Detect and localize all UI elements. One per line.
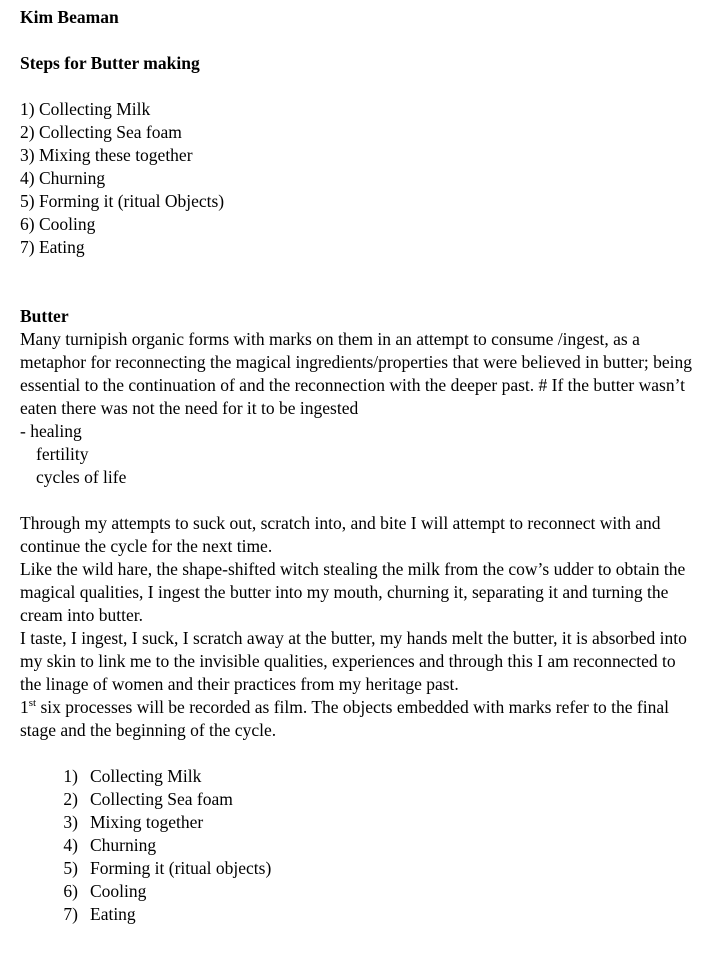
properties-list-item: - healing	[20, 421, 82, 441]
steps-list-item: 4) Churning	[20, 168, 106, 188]
properties-list-item: cycles of life	[36, 467, 127, 487]
process-number: 2)	[63, 789, 78, 809]
spacer	[20, 742, 700, 765]
steps-list-item: 1) Collecting Milk	[20, 99, 151, 119]
spacer	[20, 29, 700, 52]
steps-list-item: 3) Mixing these together	[20, 145, 193, 165]
process-label: Forming it (ritual objects)	[90, 858, 272, 878]
process-number: 6)	[63, 881, 78, 901]
spacer	[20, 75, 700, 98]
author-name: Kim Beaman	[20, 7, 119, 27]
process-number: 5)	[63, 858, 78, 878]
document-page	[20, 6, 700, 926]
process-label: Mixing together	[90, 812, 204, 832]
process-label: Collecting Sea foam	[90, 789, 233, 809]
processes-list-item	[20, 811, 700, 834]
spacer	[20, 259, 700, 305]
process-label: Churning	[90, 835, 157, 855]
film-note-ordinal: 1	[20, 697, 29, 717]
steps-list-item: 6) Cooling	[20, 214, 96, 234]
steps-list-item: 2) Collecting Sea foam	[20, 122, 182, 142]
processes-list-item	[20, 765, 700, 788]
steps-list-item: 5) Forming it (ritual Objects)	[20, 191, 225, 211]
process-number: 1)	[63, 766, 78, 786]
attempts-paragraph: Through my attempts to suck out, scratch into, and bite I will attempt to reconnect with and continue the cycle for the next time.	[20, 513, 661, 556]
butter-paragraph: Many turnipish organic forms with marks on them in an attempt to consume /ingest, as a metaphor for reconnecting the magical ingredients/properties that were believed in butter; being essential to the continuation of and the reconnection with the deeper past. # If the butter wasn’t eaten there was not the need for it to be ingested	[20, 329, 693, 418]
steps-list	[20, 98, 700, 259]
processes-list-item	[20, 834, 700, 857]
taste-paragraph: I taste, I ingest, I suck, I scratch away at the butter, my hands melt the butter, it is absorbed into my skin to link me to the invisible qualities, experiences and through this I am reconnected to the linage of women and their practices from my heritage past.	[20, 628, 687, 694]
process-label: Collecting Milk	[90, 766, 202, 786]
process-label: Cooling	[90, 881, 147, 901]
process-number: 4)	[63, 835, 78, 855]
processes-list-item	[20, 880, 700, 903]
hare-paragraph: Like the wild hare, the shape-shifted witch stealing the milk from the cow’s udder to obtain the magical qualities, I ingest the butter into my mouth, churning it, separating it and turning the cream into butter.	[20, 559, 686, 625]
processes-list-item	[20, 857, 700, 880]
properties-list-item: fertility	[36, 444, 89, 464]
properties-list	[20, 420, 700, 489]
film-note-text: six processes will be recorded as film. The objects embedded with marks refer to the final stage and the beginning of the cycle.	[20, 697, 669, 740]
process-label: Eating	[90, 904, 136, 924]
processes-list	[20, 765, 700, 926]
spacer	[20, 489, 700, 512]
process-number: 3)	[63, 812, 78, 832]
film-note-ordinal-suffix: st	[28, 697, 37, 710]
steps-heading: Steps for Butter making	[20, 53, 200, 73]
processes-list-item	[20, 903, 700, 926]
butter-heading: Butter	[20, 306, 69, 326]
steps-list-item: 7) Eating	[20, 237, 85, 257]
process-number: 7)	[63, 904, 78, 924]
film-note-paragraph	[20, 696, 700, 742]
processes-list-item	[20, 788, 700, 811]
